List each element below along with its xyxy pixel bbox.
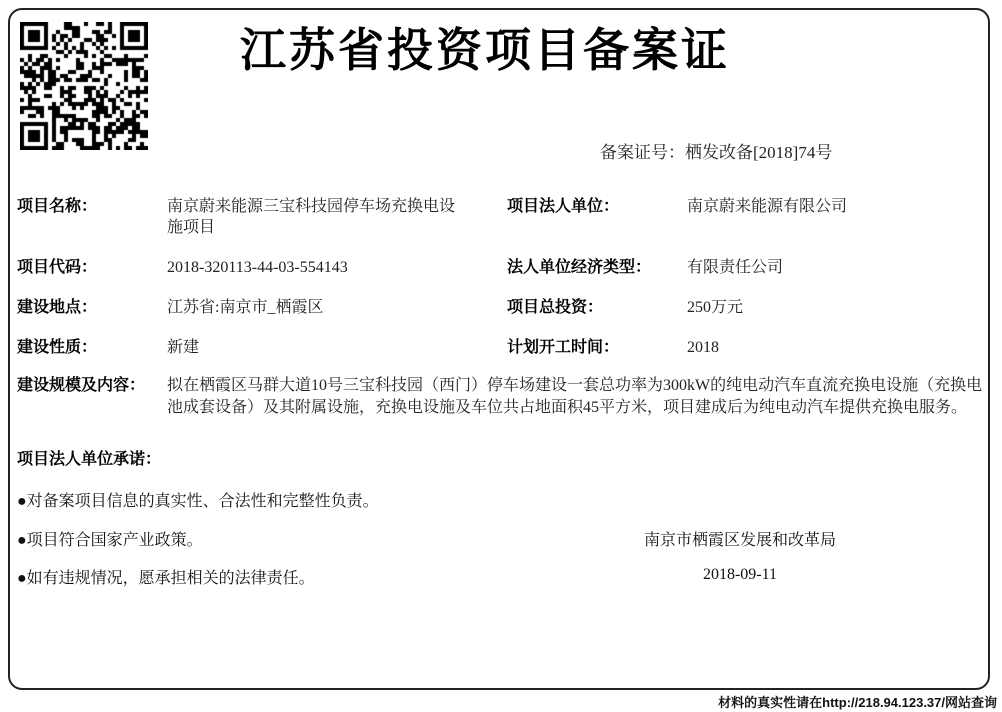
commitment-item-authenticity: ●对备案项目信息的真实性、合法性和完整性负责。 <box>17 493 379 510</box>
field-value-project-code: 2018-320113-44-03-554143 <box>167 259 348 276</box>
field-label-economic-type: 法人单位经济类型： <box>507 259 652 276</box>
field-value-project-name: 南京蔚来能源三宝科技园停车场充换电设施项目 <box>167 198 456 236</box>
field-label-project-name: 项目名称： <box>17 198 98 215</box>
field-label-planned-start: 计划开工时间： <box>507 339 620 356</box>
field-value-total-investment: 250万元 <box>687 299 744 316</box>
issue-date: 2018-09-11 <box>702 566 778 583</box>
field-label-scale-content: 建设规模及内容： <box>17 377 146 394</box>
field-value-planned-start: 2018 <box>687 339 719 356</box>
certificate-number-label: 备案证号： <box>600 143 685 162</box>
verification-note: 材料的真实性请在http://218.94.123.37/网站查询 <box>718 695 997 710</box>
certificate-number-row <box>600 138 832 163</box>
field-value-scale-content: 拟在栖霞区马群大道10号三宝科技园（西门）停车场建设一套总功率为300kW的纯电动汽车直流充换电设施（充换电池成套设备）及其附属设施，充换电设施及车位共占地面积45平方米，项目建成后为纯电动汽车提供充换电服务。 <box>167 377 983 416</box>
field-label-total-investment: 项目总投资： <box>507 299 604 316</box>
field-label-project-code: 项目代码： <box>17 259 98 276</box>
field-value-construction-nature: 新建 <box>167 339 200 356</box>
field-label-location: 建设地点： <box>17 299 98 316</box>
field-value-economic-type: 有限责任公司 <box>687 259 784 276</box>
issuing-authority: 南京市栖霞区发展和改革局 <box>643 532 836 549</box>
commitment-item-liability: ●如有违规情况，愿承担相关的法律责任。 <box>17 570 315 587</box>
field-value-location: 江苏省:南京市_栖霞区 <box>167 299 324 316</box>
certificate-number-value: 栖发改备[2018]74号 <box>685 143 833 162</box>
field-value-legal-entity: 南京蔚来能源有限公司 <box>687 198 848 215</box>
field-label-construction-nature: 建设性质： <box>17 339 98 356</box>
commitment-heading: 项目法人单位承诺： <box>17 451 162 468</box>
commitment-item-policy: ●项目符合国家产业政策。 <box>17 532 203 549</box>
certificate-title: 江苏省投资项目备案证 <box>240 25 730 76</box>
field-label-legal-entity: 项目法人单位： <box>507 198 620 215</box>
